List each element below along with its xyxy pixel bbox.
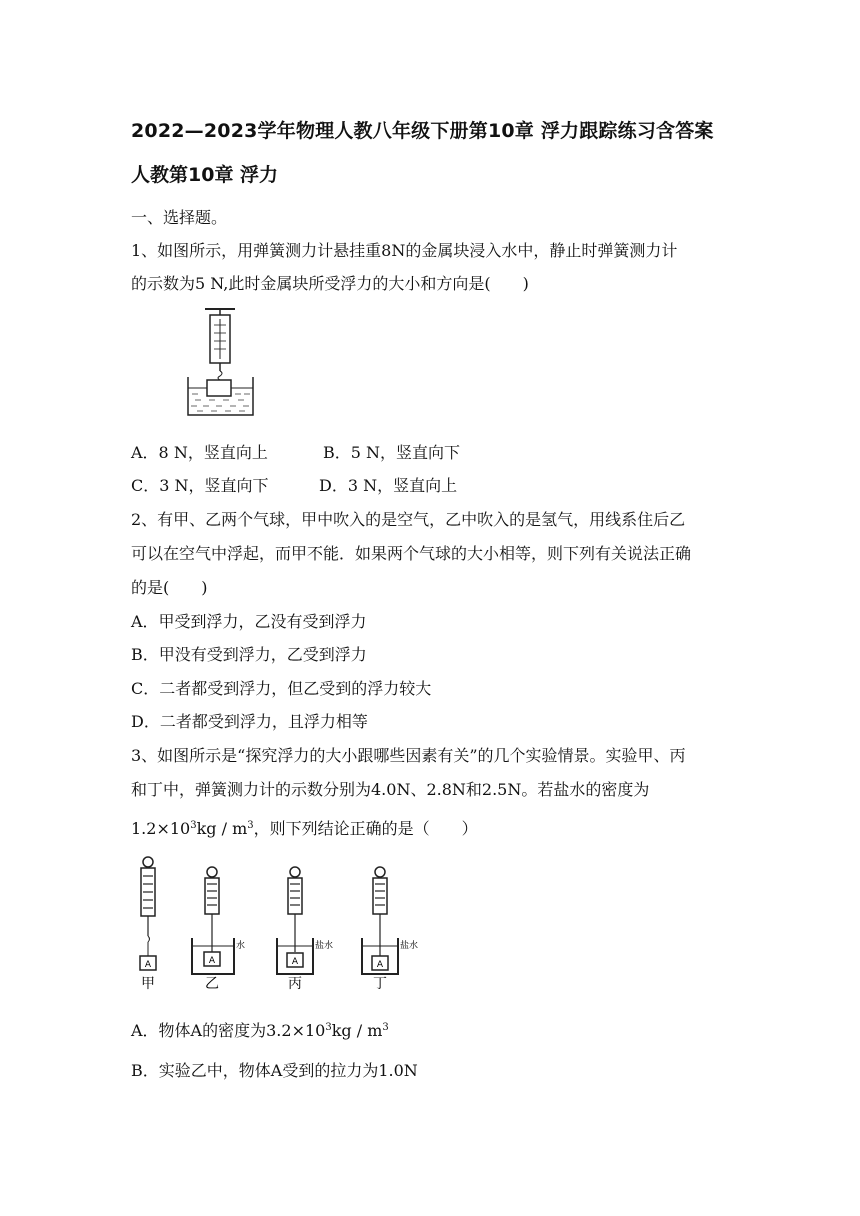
- q3-option-a-text: A．物体A的密度为: [131, 1021, 267, 1040]
- block-label-bing: A: [291, 957, 299, 967]
- q3-option-a-unit: kg / m: [331, 1021, 383, 1040]
- q1-option-d: D．3 N，竖直向上: [319, 476, 458, 495]
- block-label-yi: A: [208, 956, 216, 966]
- q3-density-value: 1.2×10: [131, 819, 191, 838]
- liquid-label-salt-ding: 盐水: [400, 941, 419, 951]
- caption-ding: 丁: [373, 976, 387, 992]
- q3-density-unit-exponent: 3: [247, 820, 254, 831]
- q3-density-unit: kg / m: [196, 819, 248, 838]
- q1-text-line1: 1、如图所示，用弹簧测力计悬挂重8N的金属块浸入水中，静止时弹簧测力计: [131, 241, 678, 260]
- q2-text-line3: 的是( ): [131, 578, 208, 597]
- liquid-label-water: 水: [236, 941, 246, 951]
- experiment-ding: [362, 867, 418, 992]
- q3-text-line3: [131, 816, 478, 839]
- q1-option-a: A．8 N，竖直向上: [131, 443, 268, 462]
- q1-option-b: B．5 N，竖直向下: [323, 443, 461, 462]
- q3-experiment-figure: [130, 854, 430, 992]
- experiment-bing: [277, 867, 333, 992]
- q1-option-c: C．3 N，竖直向下: [131, 476, 269, 495]
- q1-spring-scale-figure: [183, 303, 263, 418]
- experiment-yi: [192, 867, 245, 992]
- block-label-jia: A: [144, 960, 152, 970]
- q2-option-d: D．二者都受到浮力，且浮力相等: [131, 712, 368, 731]
- caption-yi: 乙: [205, 976, 219, 992]
- q3-option-a-unit-exponent: 3: [382, 1022, 389, 1033]
- caption-bing: 丙: [288, 976, 302, 992]
- q2-option-b: B．甲没有受到浮力，乙受到浮力: [131, 645, 367, 664]
- q3-option-a: [131, 1018, 389, 1041]
- q3-option-a-exponent: 3: [325, 1022, 332, 1033]
- liquid-label-salt-bing: 盐水: [315, 941, 334, 951]
- block-label-ding: A: [376, 960, 384, 970]
- chapter-subtitle: 人教第10章 浮力: [131, 164, 279, 186]
- q3-option-a-value: 3.2×10: [266, 1021, 326, 1040]
- q2-option-a: A．甲受到浮力，乙没有受到浮力: [131, 612, 367, 631]
- experiment-jia: [140, 857, 156, 992]
- q3-density-exponent: 3: [190, 820, 197, 831]
- document-title: 2022—2023学年物理人教八年级下册第10章 浮力跟踪练习含答案: [131, 120, 714, 142]
- q1-text-line2: 的示数为5 N,此时金属块所受浮力的大小和方向是( ): [131, 274, 529, 293]
- q3-text-line3-tail: ，则下列结论正确的是（ ）: [253, 819, 478, 838]
- q3-text-line2: 和丁中，弹簧测力计的示数分别为4.0N、2.8N和2.5N。若盐水的密度为: [131, 780, 650, 799]
- section-heading: 一、选择题。: [131, 208, 228, 227]
- q3-text-line1: 3、如图所示是“探究浮力的大小跟哪些因素有关”的几个实验情景。实验甲、丙: [131, 746, 686, 765]
- q2-option-c: C．二者都受到浮力，但乙受到的浮力较大: [131, 679, 432, 698]
- caption-jia: 甲: [141, 976, 155, 992]
- q2-text-line2: 可以在空气中浮起，而甲不能．如果两个气球的大小相等，则下列有关说法正确: [131, 544, 692, 563]
- q3-option-b: B．实验乙中，物体A受到的拉力为1.0N: [131, 1061, 418, 1080]
- q2-text-line1: 2、有甲、乙两个气球，甲中吹入的是空气，乙中吹入的是氢气，用线系住后乙: [131, 510, 686, 529]
